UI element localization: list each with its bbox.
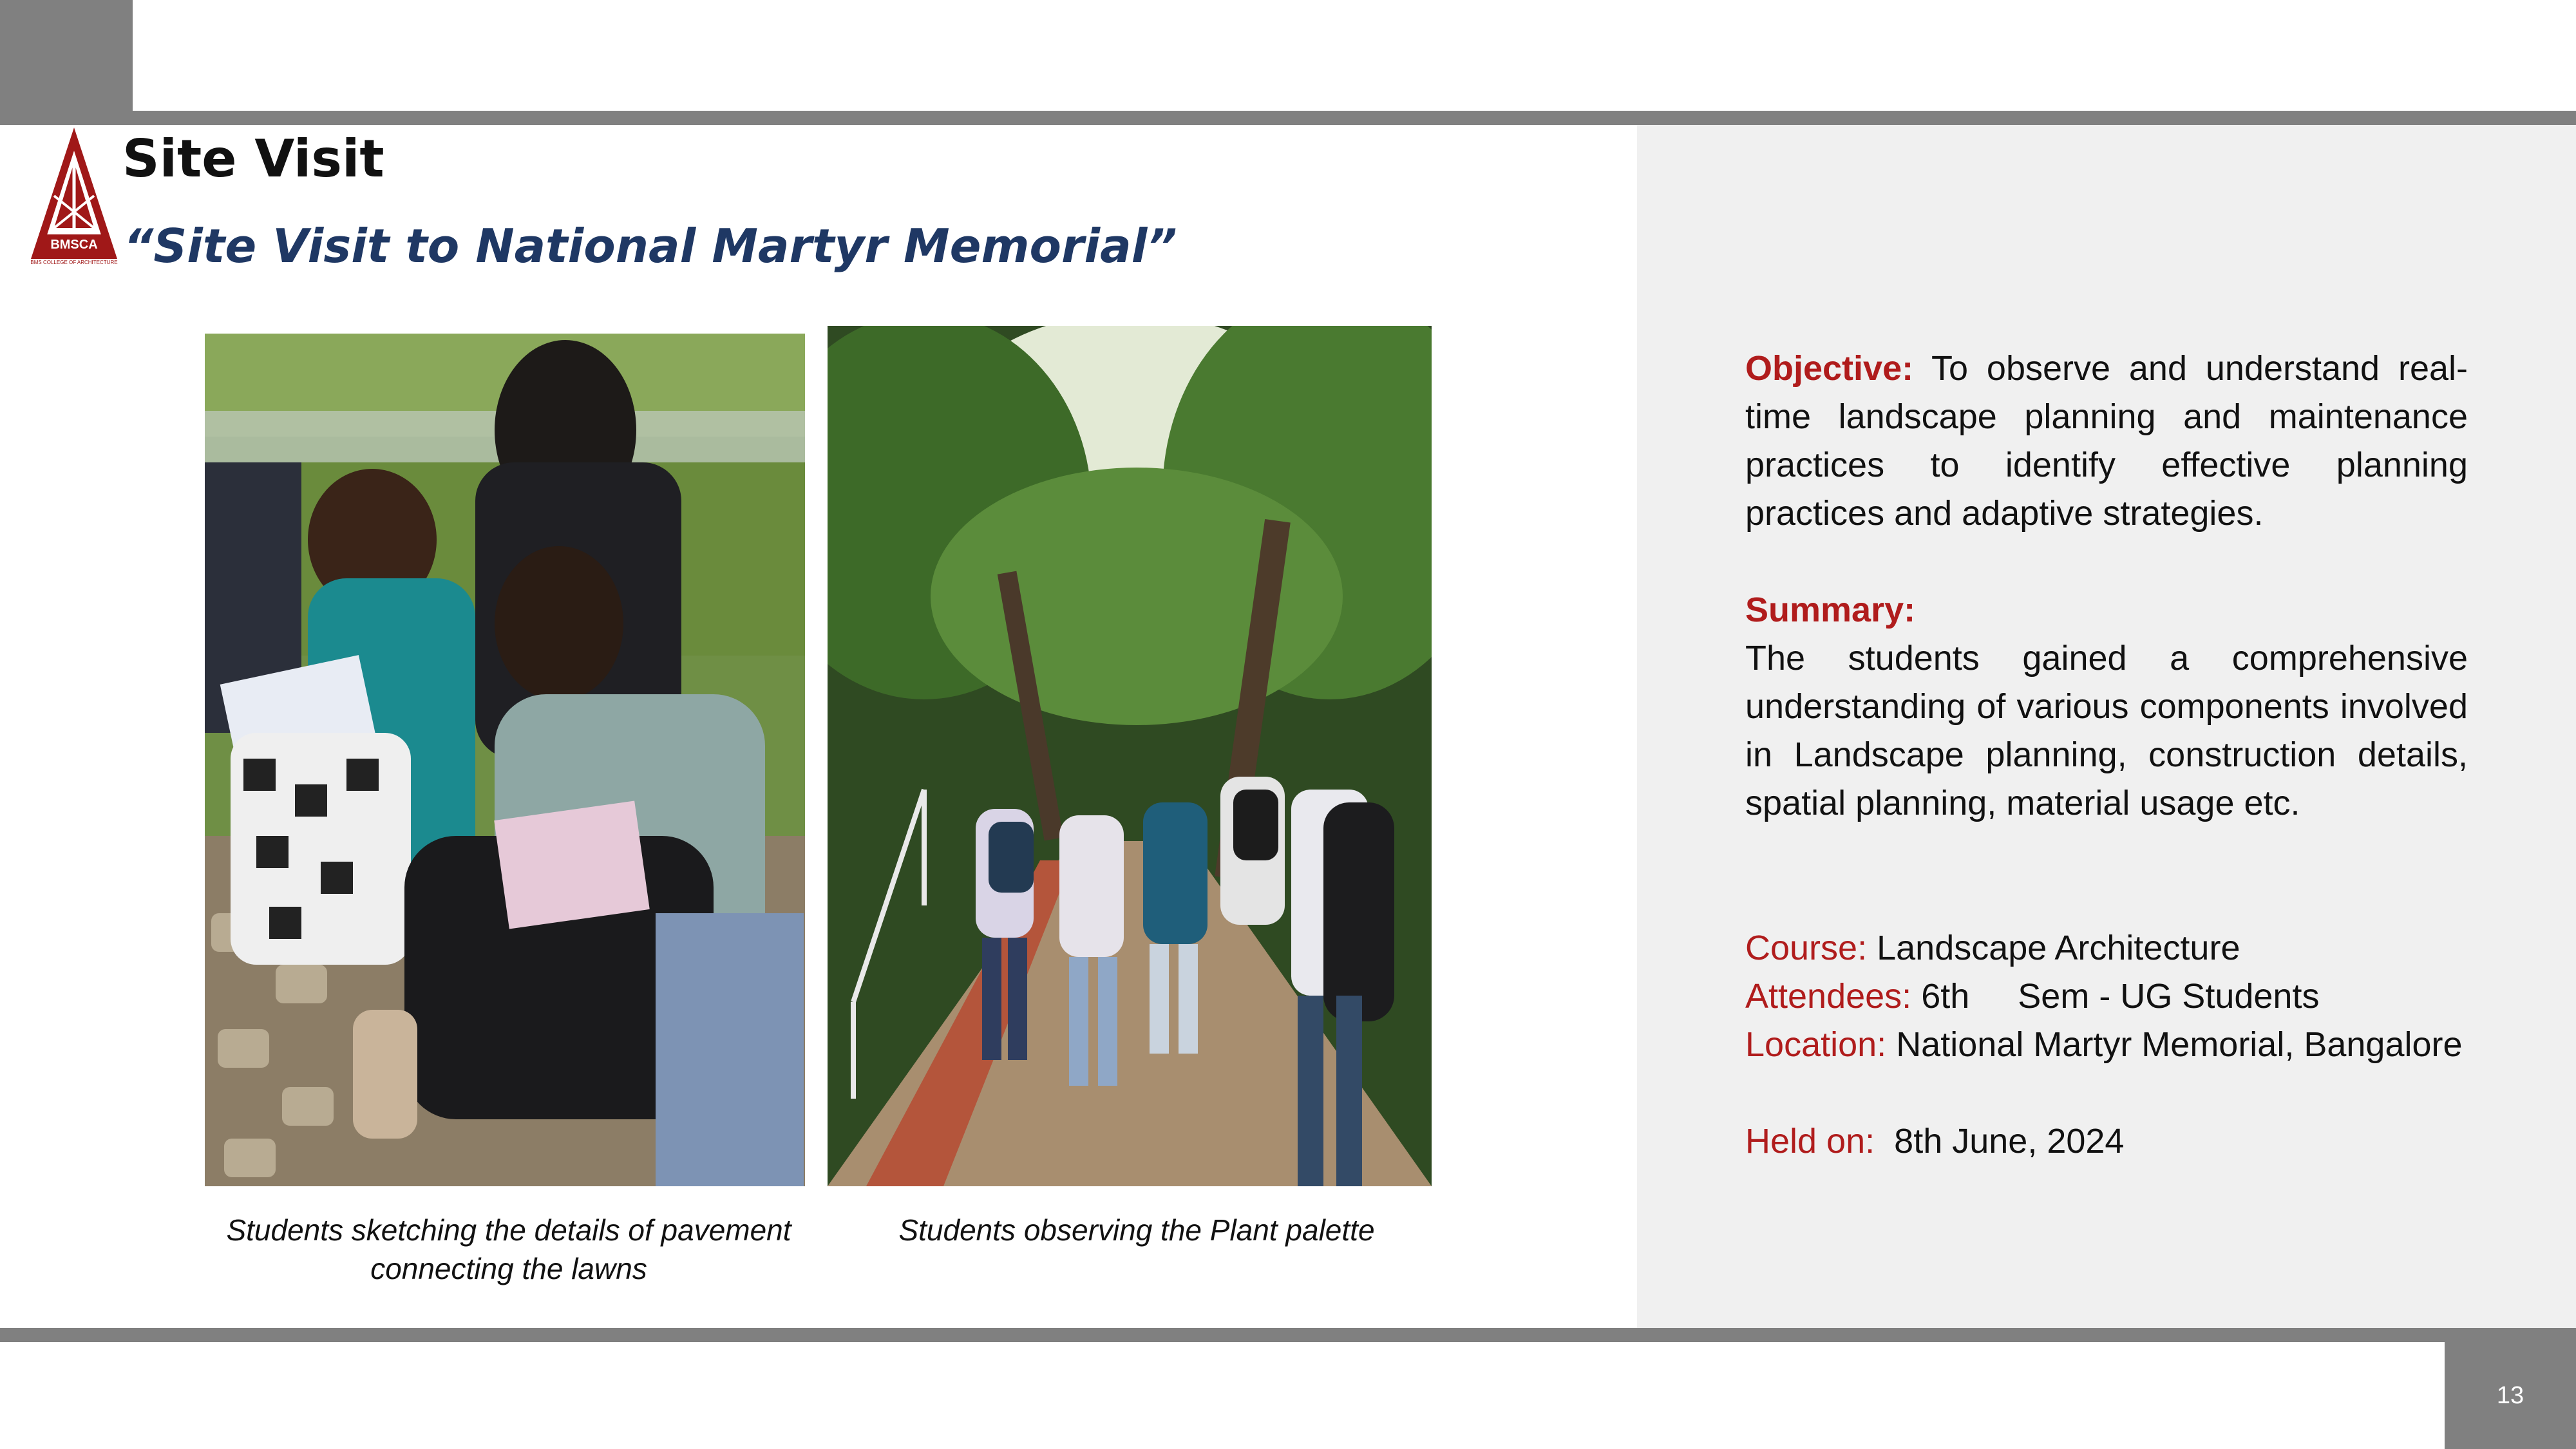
objective-label: Objective: xyxy=(1745,349,1914,388)
photo-students-sketching xyxy=(205,334,805,1186)
location-line xyxy=(1745,1021,2468,1069)
page-title: Site Visit xyxy=(122,129,384,189)
photo-students-path xyxy=(828,326,1432,1186)
college-logo xyxy=(26,125,122,267)
page-number: 13 xyxy=(2445,1342,2576,1449)
top-divider-bar xyxy=(0,111,2576,125)
photo-caption: Students observing the Plant palette xyxy=(898,1213,1375,1247)
summary-label xyxy=(1745,586,2468,634)
held-label: Held on: xyxy=(1745,1122,1875,1160)
course-value: Landscape Architecture xyxy=(1877,929,2240,967)
location-label: Location: xyxy=(1745,1025,1887,1064)
bottom-divider-bar xyxy=(0,1328,2576,1342)
objective-text: To observe and understand real-time landscape planning and maintenance practices to identify effective planning practices and adaptive strategies. xyxy=(1745,349,2468,533)
summary-label-text: Summary: xyxy=(1745,591,1916,629)
page-subtitle: “Site Visit to National Martyr Memorial” xyxy=(124,219,1177,273)
held-line xyxy=(1745,1117,2468,1166)
attendees-label: Attendees: xyxy=(1745,977,1912,1016)
held-value: 8th June, 2024 xyxy=(1894,1122,2125,1160)
course-label: Course: xyxy=(1745,929,1868,967)
attendees-line xyxy=(1745,972,2468,1021)
logo-text: BMSCA xyxy=(50,238,98,252)
attendees-value: 6th Sem - UG Students xyxy=(1921,977,2320,1016)
logo-subtext: BMS COLLEGE OF ARCHITECTURE xyxy=(30,260,118,265)
objective-block xyxy=(1745,345,2468,538)
location-value: National Martyr Memorial, Bangalore xyxy=(1896,1025,2463,1064)
photo-caption: Students sketching the details of pavement connecting the lawns xyxy=(226,1213,791,1285)
course-line xyxy=(1745,924,2468,972)
summary-text: The students gained a comprehensive understanding of various components involved in Landscape planning, construction details, spatial planning, material usage etc. xyxy=(1745,639,2468,822)
top-corner-block xyxy=(0,0,133,111)
